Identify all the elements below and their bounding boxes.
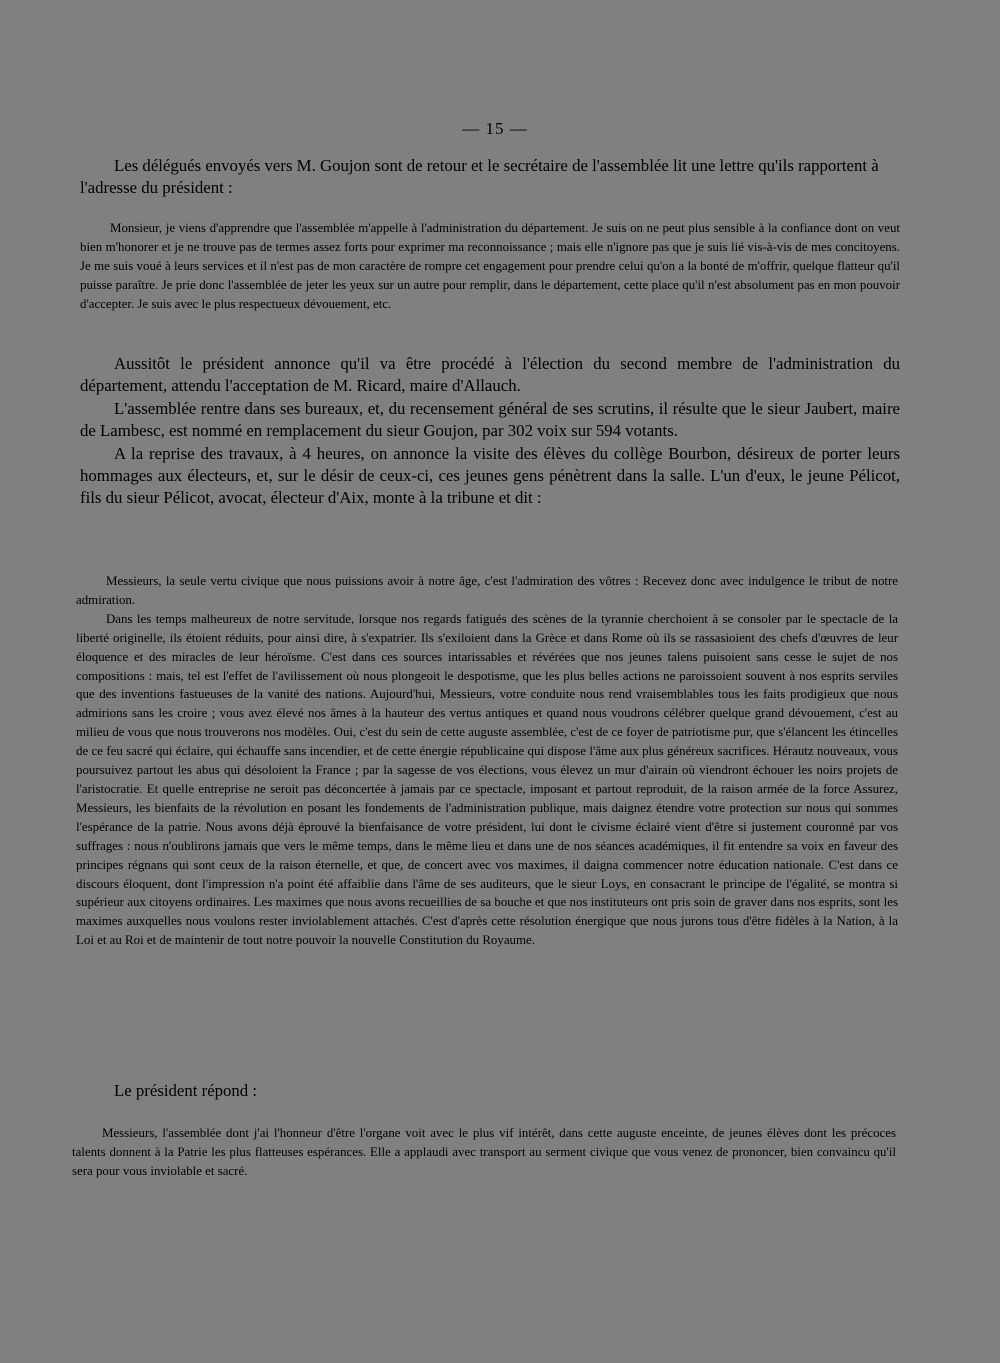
reply-intro: Le président répond : [114,1081,258,1100]
speech-paragraph-opening: Messieurs, la seule vertu civique que nous puissions avoir à notre âge, c'est l'admiration des vôtres : Recevez donc avec indulgence le tribut de notre admiration. [76,574,898,607]
narrative-paragraph-visit: A la reprise des travaux, à 4 heures, on annonce la visite des élèves du collège Bourbon, désireux de porter leurs hommages aux électeurs, et, sur le désir de ceux-ci, ces jeunes gens pénètrent dans la salle. L'un d'eux, le jeune Pélicot, fils du sieur Pélicot, avocat, électeur d'Aix, monte à la tribune et dit : [80,443,900,508]
narrative-paragraph-election: Aussitôt le président annonce qu'il va être procédé à l'élection du second membre de l'administration du département, attendu l'acceptation de M. Ricard, maire d'Allauch. [80,354,900,396]
intro-paragraph: Les délégués envoyés vers M. Goujon sont de retour et le secrétaire de l'assemblée lit une lettre qu'ils rapportent à l'adresse du président : [80,156,879,198]
narrative-block [80,353,900,510]
president-reply: Messieurs, l'assemblée dont j'ai l'honneur d'être l'organe voit avec le plus vif intérêt, dans cette auguste enceinte, de jeunes élèves dont les précoces talents donnent à la Patrie les plus flatteuses espérances. Elle a applaudi avec transport au serment civique que vous venez de prononcer, bien convaincu qu'il sera pour vous inviolable et sacré. [72,1126,896,1178]
intro-paragraph-block [80,155,900,200]
reply-intro-block [80,1080,900,1102]
president-reply-block [72,1124,896,1181]
goujon-letter: Monsieur, je viens d'apprendre que l'assemblée m'appelle à l'administration du département. Je suis on ne peut plus sensible à la confiance dont on veut bien m'honorer et je ne trouve pas de termes assez forts pour exprimer ma reconnoissance ; mais elle n'ignore pas que je suis lié vis-à-vis de mes concitoyens. Je me suis voué à leurs services et il n'est pas de mon caractère de rompre cet engagement pour prendre celui qu'on a la bonté de m'offrir, quelque flatteur qu'il puisse paraître. Je prie donc l'assemblée de jeter les yeux sur un autre pour remplir, dans le département, cette place qu'il n'est absolument pas en mon pouvoir d'accepter. Je suis avec le plus respectueux dévouement, etc. [80,221,900,311]
speech-paragraph-main: Dans les temps malheureux de notre servitude, lorsque nos regards fatigués des scènes de la tyrannie cherchoient à se consoler par le spectacle de la liberté originelle, ils étoient réduits, pour ainsi dire, à s'expatrier. Ils s'exiloient dans la Grèce et dans Rome où ils se rassasioient des chefs d'œuvres de leur éloquence et des miracles de leur héroïsme. C'est dans ces sources intarissables et révérées que nos jeunes talens puisoient sans cesse le sujet de nos compositions : mais, tel est l'effet de l'avilissement où nous plongeoit le despotisme, que les plus belles actions ne paroissoient souvent à nos esprits serviles que des inventions fastueuses de la vanité des nations. Aujourd'hui, Messieurs, votre conduite nous rend vraisemblables tous les faits prodigieux que nous admirions sans les croire ; vous avez élevé nos âmes à la hauteur des vertus antiques et quand nous voudrons célébrer quelque grand dévouement, c'est au milieu de vous que nous trouverons nos modèles. Oui, c'est du sein de cette auguste assemblée, c'est de ce foyer de patriotisme pur, que s'élancent les étincelles de ce feu sacré qui éclaire, qui échauffe sans incendier, et de cette énergie républicaine qui dispose l'âme aux plus généreux sacrifices. Hérautz nouveaux, vous poursuivez partout les abus qui désoloient la France ; par la sagesse de vos élections, vous élevez un mur d'airain où viendront échouer les noirs projets de l'aristocratie. Et quelle entreprise ne seroit pas déconcertée à jamais par ce spectacle, imposant et partout reproduit, de la raison armée de la force Assurez, Messieurs, les bienfaits de la révolution en posant les fondements de l'administration publique, mais daignez étendre votre protection sur nous qui sommes l'espérance de la patrie. Nous avons déjà éprouvé la bienfaisance de votre président, lui dont le civisme éclairé vient d'être si justement couronné par vos suffrages : nous n'oublirons jamais que vers le même temps, dans le même lieu et dans une de nos séances académiques, il fit entendre sa voix en faveur des principes régnans qui sont ceux de la raison éternelle, et que, de concert avec vos maximes, il daigna commencer notre éducation nationale. C'est dans ce discours éloquent, dont l'impression n'a point été affaiblie dans l'âme de ses auditeurs, que le sieur Loys, en consacrant le principe de l'égalité, se montra si supérieur aux citoyens ordinaires. Les maximes que nous avons recueillies de sa bouche et que nos instituteurs ont pris soin de graver dans nos esprits, sont les maximes auxquelles nous voulons rester inviolablement attachés. C'est d'après cette résolution énergique que nous jurons tous d'être fidèles à la Nation, à la Loi et au Roi et de maintenir de tout notre pouvoir la nouvelle Constitution du Royaume. [76,611,898,948]
narrative-paragraph-result: L'assemblée rentre dans ses bureaux, et, du recensement général de ses scrutins, il résulte que le sieur Jaubert, maire de Lambesc, est nommé en remplacement du sieur Goujon, par 302 voix sur 594 votants. [80,398,900,441]
pelicot-speech-block [76,572,898,950]
page-number: — 15 — [462,119,528,138]
goujon-letter-block [80,219,900,314]
